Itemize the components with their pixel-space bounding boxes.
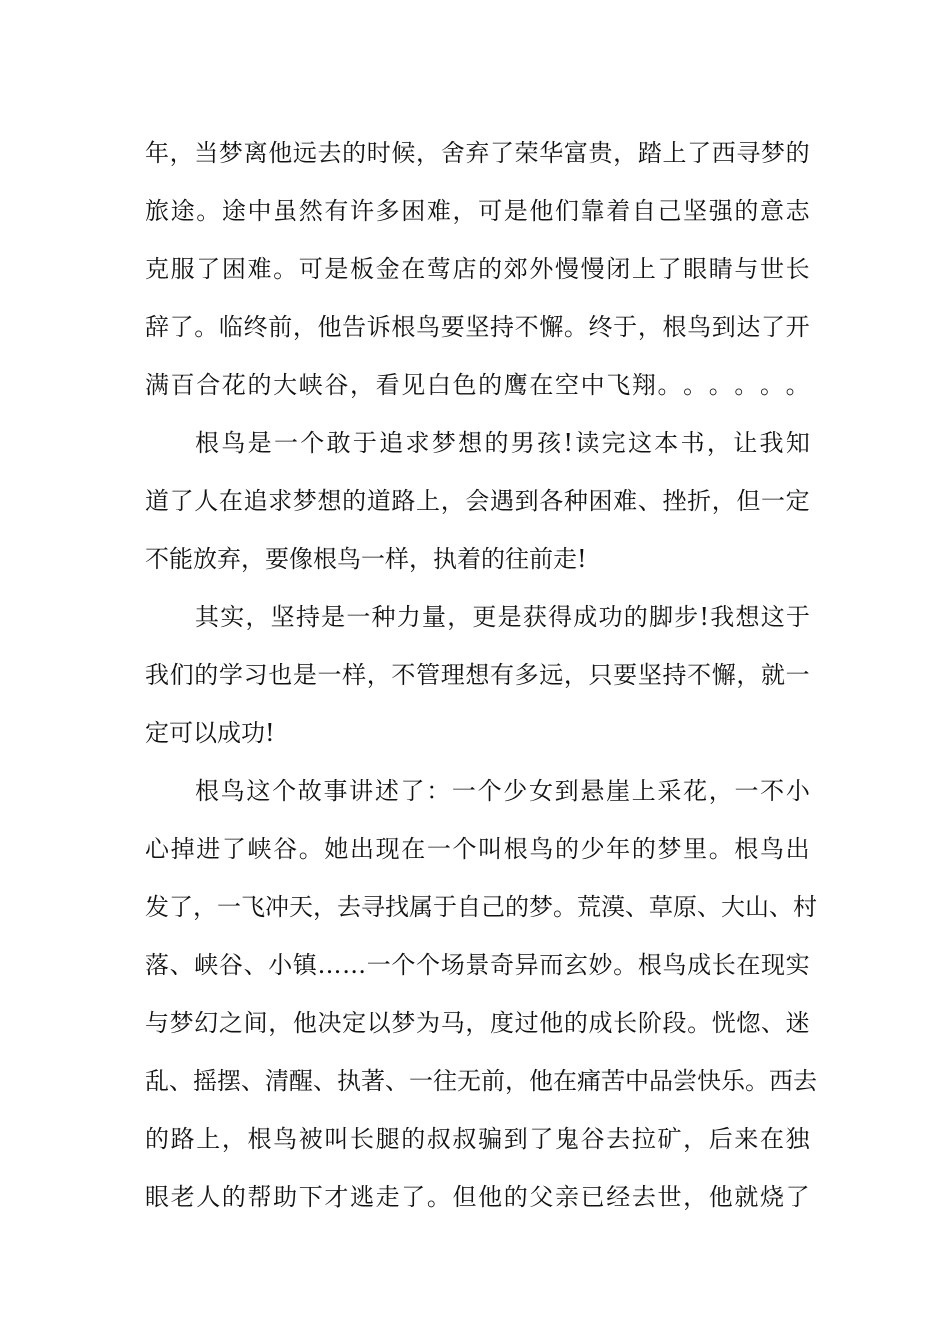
text-line: 道 了 人 在 追 求 梦 想 的 道 路 上 ， 会 遇 到 各 种 困 难 、 挫 折 ， 但 一 定: [145, 487, 810, 515]
text-line: 辞 了 。 临 终 前 ， 他 告 诉 根 鸟 要 坚 持 不 懈 。 终 于 ， 根 鸟 到 达 了 开: [145, 313, 810, 341]
text-line: 满 百 合 花 的 大 峡 谷 ， 看 见 白 色 的 鹰 在 空 中 飞 翔 。 。 。 。 。 。: [145, 371, 810, 399]
document-body: [145, 124, 817, 1226]
text-line: 根 鸟 这 个 故 事 讲 述 了 ： 一 个 少 女 到 悬 崖 上 采 花 ， 一 不 小: [195, 777, 810, 805]
text-line: 我 们 的 学 习 也 是 一 样 ， 不 管 理 想 有 多 远 ， 只 要 坚 持 不 懈 ， 就 一: [145, 661, 810, 689]
text-line: 年 ， 当 梦 离 他 远 去 的 时 候 ， 舍 弃 了 荣 华 富 贵 ， 踏 上 了 西 寻 梦 的: [145, 139, 810, 167]
text-line: 旅 途 。 途 中 虽 然 有 许 多 困 难 ， 可 是 他 们 靠 着 自 己 坚 强 的 意 志: [145, 197, 810, 225]
text-line: 落 、 峡 谷 、 小 镇 … … 一 个 个 场 景 奇 异 而 玄 妙 。 根 鸟 成 长 在 现 实: [145, 951, 810, 979]
text-line: 发 了 ， 一 飞 冲 天 ， 去 寻 找 属 于 自 己 的 梦 。 荒 漠 、 草 原 、 大 山 、 村: [145, 893, 817, 921]
text-line: 的 路 上 ， 根 鸟 被 叫 长 腿 的 叔 叔 骗 到 了 鬼 谷 去 拉 矿 ， 后 来 在 独: [145, 1125, 810, 1153]
text-line: 乱 、 摇 摆 、 清 醒 、 执 著 、 一 往 无 前 ， 他 在 痛 苦 中 品 尝 快 乐 。 西 去: [145, 1067, 817, 1095]
text-line: 不 能 放 弃 ， 要 像 根 鸟 一 样 ， 执 着 的 往 前 走 !: [145, 545, 587, 573]
text-line: 克 服 了 困 难 。 可 是 板 金 在 莺 店 的 郊 外 慢 慢 闭 上 了 眼 睛 与 世 长: [145, 255, 810, 283]
text-line: 根 鸟 是 一 个 敢 于 追 求 梦 想 的 男 孩 ! 读 完 这 本 书 ， 让 我 知: [195, 429, 810, 457]
text-line: 定 可 以 成 功 !: [145, 719, 275, 747]
text-line: 与 梦 幻 之 间 ， 他 决 定 以 梦 为 马 ， 度 过 他 的 成 长 阶 段 。 恍 惚 、 迷: [145, 1009, 810, 1037]
text-line: 心 掉 进 了 峡 谷 。 她 出 现 在 一 个 叫 根 鸟 的 少 年 的 梦 里 。 根 鸟 出: [145, 835, 810, 863]
text-line: 眼 老 人 的 帮 助 下 才 逃 走 了 。 但 他 的 父 亲 已 经 去 世 ， 他 就 烧 了: [145, 1183, 810, 1211]
text-line: 其 实 ， 坚 持 是 一 种 力 量 ， 更 是 获 得 成 功 的 脚 步 ! 我 想 这 于: [195, 603, 810, 631]
